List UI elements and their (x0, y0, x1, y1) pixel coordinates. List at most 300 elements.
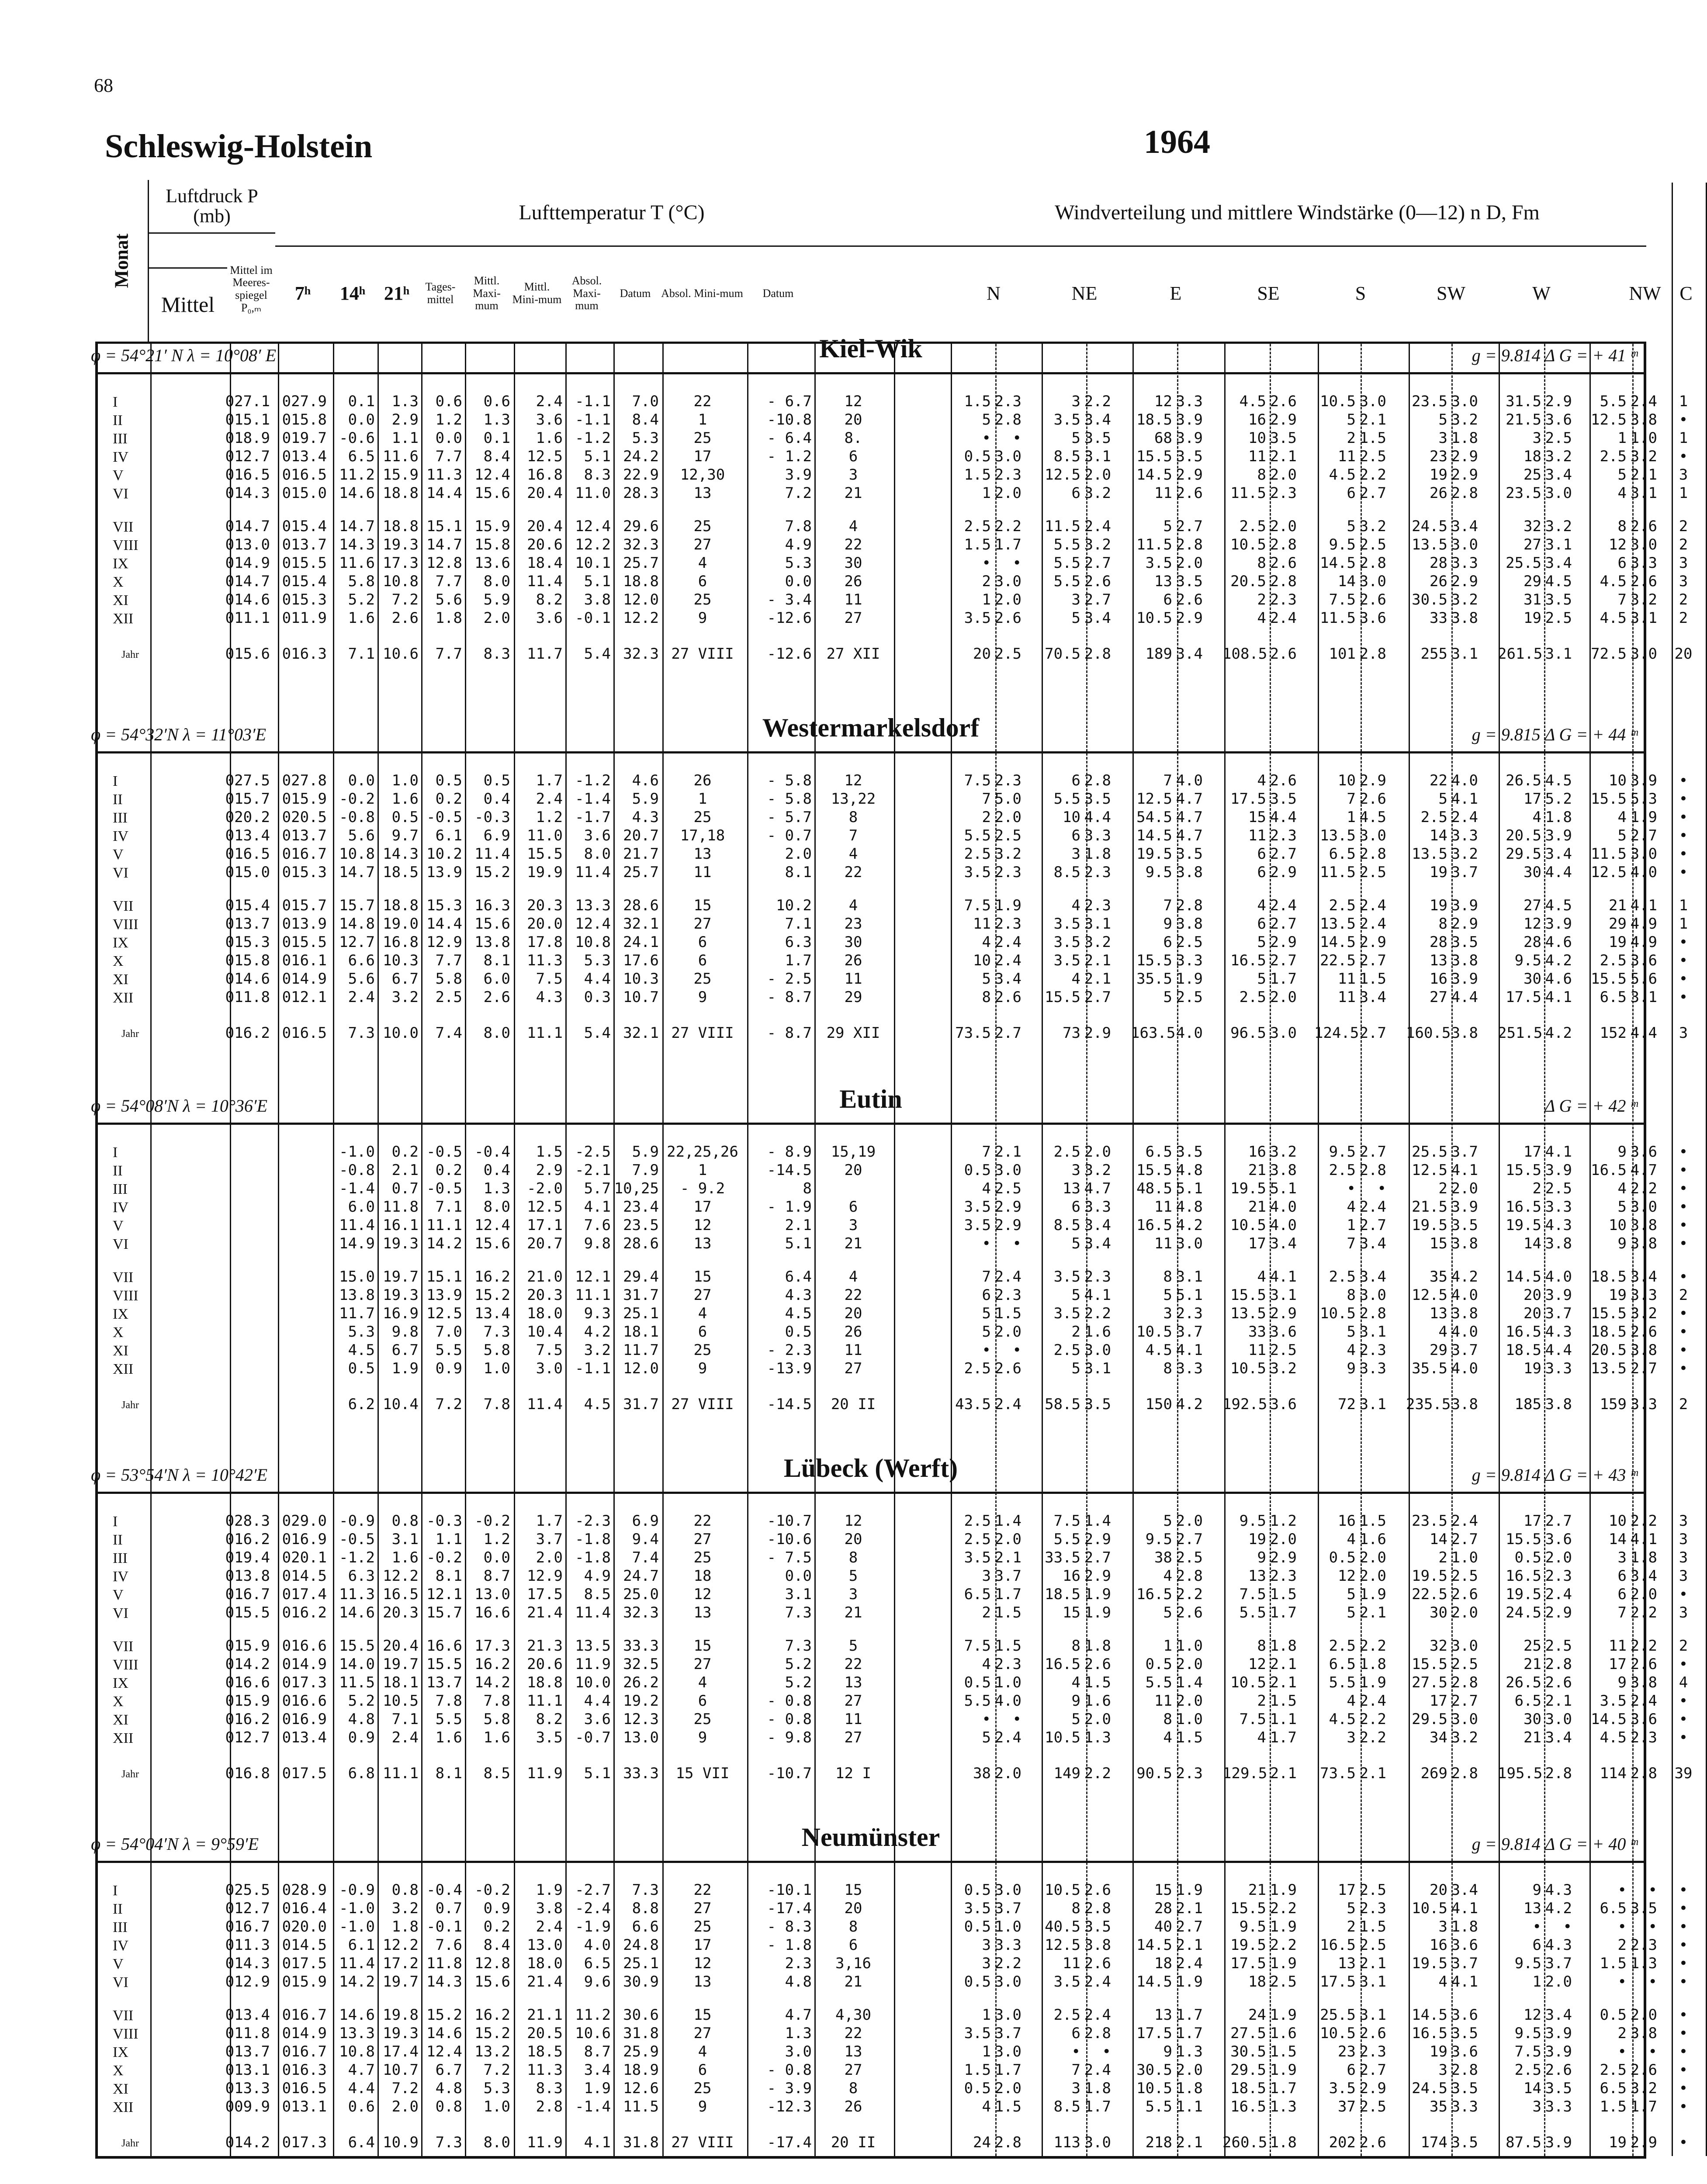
table-cell: 2.6 (391, 609, 419, 627)
table-cell: 7.8 (785, 518, 812, 535)
year-total-cell: 2.7 (994, 1024, 1021, 1042)
year-total-cell: 113 (1053, 2134, 1080, 2151)
table-cell: 0.0 (348, 411, 375, 429)
table-cell: 4.3 (1545, 1881, 1572, 1899)
table-cell: 3.7 (1451, 1341, 1478, 1359)
table-cell: 4.5 (1145, 1341, 1172, 1359)
table-cell: • (1012, 1235, 1021, 1252)
table-cell: 12.4 (474, 466, 510, 484)
table-cell: 4.1 (1176, 1341, 1203, 1359)
table-cell: 5.9 (483, 591, 510, 608)
table-cell: 10 (1063, 809, 1080, 826)
year-total-cell: 20 (1674, 645, 1693, 663)
table-cell: 2.4 (1084, 1973, 1111, 1990)
table-cell: 2.0 (1630, 1586, 1657, 1603)
table-cell: 11 (844, 970, 862, 988)
table-cell: 4.5 (1329, 1711, 1356, 1728)
table-cell: -0.9 (339, 1512, 375, 1530)
table-cell: 20 (844, 1305, 862, 1322)
table-cell: - 8.9 (767, 1143, 812, 1161)
table-cell: 4.4 (1270, 809, 1297, 826)
table-cell: 2.6 (1084, 1955, 1111, 1972)
table-cell: -0.5 (426, 1143, 462, 1161)
table-cell: 10.5 (383, 1692, 419, 1710)
page-year: 1964 (1144, 124, 1210, 160)
table-cell: 0.9 (483, 1900, 510, 1917)
table-cell: 3.4 (1545, 554, 1572, 572)
table-cell: 4.4 (1545, 1341, 1572, 1359)
table-cell: 5.2 (348, 1692, 375, 1710)
year-total-cell: 10.0 (383, 1024, 419, 1042)
table-cell: 32.1 (623, 915, 659, 933)
table-cell: 1.8 (1084, 845, 1111, 863)
table-cell: 2.5 (1053, 1143, 1080, 1161)
table-cell: 1.1 (435, 1531, 462, 1548)
table-cell: • (982, 1341, 991, 1359)
table-cell: 5 (1347, 1323, 1356, 1341)
year-total-cell: 2.8 (994, 2134, 1021, 2151)
table-cell: 24.1 (623, 933, 659, 951)
table-cell: • (1679, 2043, 1688, 2060)
table-cell: 0.7 (435, 1900, 462, 1917)
table-cell: 18.8 (623, 573, 659, 590)
table-cell: 2.1 (391, 1161, 419, 1179)
table-cell: 19 (1609, 933, 1627, 951)
table-cell: - 1.2 (767, 448, 812, 465)
year-total-cell: 2.8 (1630, 1765, 1657, 1782)
table-cell: 21 (844, 1235, 862, 1252)
table-cell: 1.1 (1270, 1711, 1297, 1728)
table-cell: 4 (848, 897, 858, 914)
table-cell: 3.9 (785, 466, 812, 484)
table-cell: 9 (1071, 1692, 1080, 1710)
table-cell: 13 (693, 1235, 712, 1252)
table-cell: 27 (844, 2061, 862, 2079)
table-cell: 015.0 (225, 864, 270, 881)
table-cell: 3.2 (1084, 536, 1111, 553)
table-cell: 3.1 (1630, 609, 1657, 627)
table-cell: 7.0 (435, 1323, 462, 1341)
table-cell: 6 (698, 2061, 707, 2079)
month-label: I (113, 1514, 118, 1530)
table-cell: 2.8 (1270, 573, 1297, 590)
table-cell: 13.3 (575, 897, 611, 914)
table-cell: 10.5 (1320, 2025, 1356, 2042)
table-cell: 15.5 (1591, 970, 1627, 988)
table-cell: 2.5 (1053, 2006, 1080, 2024)
table-cell: • (1617, 1918, 1627, 1935)
table-cell: 9 (1347, 1360, 1356, 1377)
table-cell: 14.3 (383, 845, 419, 863)
table-cell: 8 (1163, 1711, 1172, 1728)
table-cell: 4.8 (1176, 1161, 1203, 1179)
table-cell: 34 (1430, 1729, 1447, 1746)
month-label: IX (113, 556, 128, 572)
table-cell: 2.8 (1545, 1655, 1572, 1673)
table-cell: 4 (1617, 1180, 1627, 1197)
table-cell: 1.0 (1451, 1549, 1478, 1566)
table-cell: 8 (1257, 1637, 1266, 1655)
table-cell: 7.1 (435, 1198, 462, 1216)
table-cell: 3.8 (1630, 1216, 1657, 1234)
table-cell: 13.2 (474, 2043, 510, 2060)
table-cell: • (1648, 1973, 1657, 1990)
table-cell: 4.0 (994, 1692, 1021, 1710)
table-cell: 10.5 (1136, 1323, 1172, 1341)
table-cell: -10.6 (767, 1531, 812, 1548)
table-cell: 2.5 (1514, 2061, 1541, 2079)
table-cell: 11.1 (575, 1286, 611, 1304)
table-cell: 15 (693, 1268, 712, 1286)
year-total-cell: 2.1 (1359, 1765, 1386, 1782)
table-cell: 6.5 (584, 1955, 611, 1972)
table-cell: 3 (1438, 429, 1447, 447)
table-cell: 3.3 (1451, 554, 1478, 572)
month-label: IV (113, 828, 128, 844)
month-label: VIII (113, 537, 138, 553)
table-cell: 016.2 (225, 1711, 270, 1728)
table-cell: 2.7 (1084, 1549, 1111, 1566)
table-cell: 2.4 (391, 1729, 419, 1746)
station-rule (95, 1123, 1646, 1125)
table-cell: • (1071, 2043, 1080, 2060)
table-cell: 2 (1347, 1918, 1356, 1935)
table-cell: 10.8 (575, 933, 611, 951)
header-rule (149, 267, 227, 269)
table-cell: 1.1 (1176, 2098, 1203, 2115)
table-cell: • (982, 554, 991, 572)
table-cell: 4.8 (785, 1973, 812, 1990)
table-cell: 5.5 (1053, 1531, 1080, 1548)
table-cell: • (1679, 1198, 1688, 1216)
table-cell: 3 (1532, 2098, 1541, 2115)
table-cell: 3.1 (1359, 1973, 1386, 1990)
header-wind-dir: N (987, 282, 1001, 304)
table-cell: 0.5 (1329, 1549, 1356, 1566)
table-cell: 2.9 (1545, 1604, 1572, 1621)
table-cell: 1.7 (1270, 1729, 1297, 1746)
table-cell: 0.6 (348, 2098, 375, 2115)
table-cell: 3,16 (835, 1955, 871, 1972)
month-label: VIII (113, 1657, 138, 1673)
table-cell: 014.2 (225, 1655, 270, 1673)
table-cell: 3.7 (994, 1900, 1021, 1917)
table-cell: 016.7 (225, 1586, 270, 1603)
table-cell: 4.5 (348, 1341, 375, 1359)
table-cell: -2.5 (575, 1143, 611, 1161)
table-cell: 5.6 (435, 591, 462, 608)
station-coordinates: φ = 53°54′N λ = 10°42′E (91, 1465, 268, 1485)
table-cell: 16 (1248, 411, 1266, 429)
table-cell: 7.2 (785, 484, 812, 502)
table-cell: 18.0 (527, 1955, 563, 1972)
table-cell: 2.6 (1630, 1323, 1657, 1341)
year-total-cell: 11.7 (527, 645, 563, 663)
table-cell: -0.4 (474, 1143, 510, 1161)
table-cell: 12.4 (474, 1216, 510, 1234)
table-cell: 2.4 (1084, 2006, 1111, 2024)
table-cell: 7.7 (435, 952, 462, 969)
table-cell: 2.0 (1270, 988, 1297, 1006)
table-cell: 14 (1523, 2080, 1541, 2097)
table-cell: 7.0 (632, 393, 659, 410)
table-cell: 4.5 (1545, 897, 1572, 914)
table-cell: - 1.8 (767, 1936, 812, 1954)
table-cell: 11 (844, 591, 862, 608)
table-cell: 6 (1071, 827, 1080, 844)
header-wind-dir: W (1532, 282, 1551, 304)
table-cell: 5.1 (584, 448, 611, 465)
month-label: III (113, 1919, 128, 1935)
year-total-cell: 108.5 (1222, 645, 1267, 663)
table-cell: 2 (1679, 609, 1688, 627)
table-cell: 1.5 (1359, 429, 1386, 447)
table-cell: 2.1 (1359, 411, 1386, 429)
table-cell: 7.8 (435, 1692, 462, 1710)
table-cell: 11 (1154, 484, 1172, 502)
table-cell: 6 (982, 1286, 991, 1304)
header-wind-dir: C (1679, 282, 1693, 304)
table-cell: 3.8 (1630, 2025, 1657, 2042)
table-cell: - 5.8 (767, 790, 812, 808)
table-cell: 3.6 (1630, 952, 1657, 969)
table-cell: 9 (1163, 2043, 1172, 2060)
table-cell: 10 (1609, 1216, 1627, 1234)
table-cell: -10.7 (767, 1512, 812, 1530)
table-cell: 2.5 (1359, 448, 1386, 465)
table-cell: 35.5 (1412, 1360, 1447, 1377)
header-rule (275, 245, 948, 247)
table-cell: 18.5 (527, 2043, 563, 2060)
table-cell: 12.4 (426, 2043, 462, 2060)
table-cell: 017.4 (282, 1586, 327, 1603)
table-cell: 027.8 (282, 772, 327, 789)
table-cell: • (1532, 1918, 1541, 1935)
table-cell: 1.7 (1176, 2006, 1203, 2024)
table-cell: - 6.7 (767, 393, 812, 410)
table-cell: 5.5 (1600, 393, 1627, 410)
year-total-cell: 1.8 (1270, 2134, 1297, 2151)
year-total-cell: 152 (1600, 1024, 1627, 1042)
table-cell: 4.5 (1600, 573, 1627, 590)
year-total-cell: 72.5 (1591, 645, 1627, 663)
table-cell: 30 (1523, 970, 1541, 988)
table-cell: 5.8 (483, 1341, 510, 1359)
table-cell: 6 (1617, 554, 1627, 572)
table-cell: 1.5 (994, 1637, 1021, 1655)
table-cell: 27 (1430, 988, 1447, 1006)
table-cell: 20.4 (527, 518, 563, 535)
table-cell: -0.2 (426, 1549, 462, 1566)
table-cell: 3.4 (1084, 1216, 1111, 1234)
table-cell: 4 (1257, 897, 1266, 914)
table-cell: 2.5 (1239, 518, 1266, 535)
table-cell: 3 (1347, 1729, 1356, 1746)
table-cell: 1.5 (1270, 1692, 1297, 1710)
table-cell: 4 (1438, 1973, 1447, 1990)
table-cell: 2.6 (1630, 1655, 1657, 1673)
table-cell: 4.3 (1545, 1936, 1572, 1954)
table-cell: - 7.5 (767, 1549, 812, 1566)
table-cell: 4 (1257, 1729, 1266, 1746)
table-cell: 13.5 (1412, 536, 1447, 553)
table-cell: 4.5 (1359, 809, 1386, 826)
table-cell: 1 (1347, 809, 1356, 826)
table-cell: 25 (693, 1341, 712, 1359)
table-cell: 30 (844, 554, 862, 572)
table-cell: 6 (1071, 1198, 1080, 1216)
table-cell: 13,22 (831, 790, 876, 808)
table-cell: 11.4 (339, 1216, 375, 1234)
table-cell: 029.0 (282, 1512, 327, 1530)
table-cell: -14.5 (767, 1161, 812, 1179)
table-cell: 3.3 (1545, 1360, 1572, 1377)
year-total-cell: 163.5 (1131, 1024, 1176, 1042)
year-total-cell: 3 (1679, 1024, 1688, 1042)
year-total-cell: 260.5 (1222, 2134, 1267, 2151)
table-cell: 2.9 (1359, 933, 1386, 951)
table-cell: 10.2 (776, 897, 812, 914)
table-cell: 1.8 (1176, 2080, 1203, 2097)
year-total-cell: -17.4 (767, 2134, 812, 2151)
table-cell: 10.8 (339, 2043, 375, 2060)
table-cell: 11 (1338, 970, 1356, 988)
table-cell: 2.4 (1630, 393, 1657, 410)
table-cell: 19.5 (1506, 1216, 1541, 1234)
table-cell: 6 (1532, 1936, 1541, 1954)
table-cell: 33.3 (623, 1637, 659, 1655)
table-cell: 30 (1430, 1604, 1447, 1621)
table-cell: 0.9 (348, 1729, 375, 1746)
station-gravity: g = 9.814 Δ G = + 41 ᵐ (1472, 346, 1638, 365)
table-cell: 3.2 (1545, 518, 1572, 535)
table-cell: 14 (1338, 573, 1356, 590)
table-cell: 2.0 (1630, 2006, 1657, 2024)
table-cell: 015.9 (282, 1973, 327, 1990)
table-cell: 2.5 (1270, 1341, 1297, 1359)
table-cell: 2.5 (1451, 1655, 1478, 1673)
table-cell: 29 (844, 988, 862, 1006)
table-cell: 4 (1163, 1567, 1172, 1585)
table-cell: 12 (844, 772, 862, 789)
table-cell: 13.5 (575, 1637, 611, 1655)
table-cell: 3.1 (1630, 484, 1657, 502)
table-cell: 3.9 (1451, 1198, 1478, 1216)
table-cell: 7.1 (391, 1711, 419, 1728)
table-cell: 2 (1257, 591, 1266, 608)
table-cell: 3.1 (1359, 1323, 1386, 1341)
table-cell: 3.3 (1451, 2098, 1478, 2115)
month-label: X (113, 1693, 124, 1710)
table-cell: 4 (1257, 609, 1266, 627)
table-cell: 3.5 (1176, 845, 1203, 863)
month-label: XI (113, 1343, 128, 1359)
table-cell: - 2.3 (767, 1341, 812, 1359)
table-cell: 5.1 (1176, 1180, 1203, 1197)
table-cell: 10.5 (1136, 609, 1172, 627)
table-cell: 3.3 (1176, 1360, 1203, 1377)
table-cell: 22 (693, 1881, 712, 1899)
table-cell: 9.7 (391, 827, 419, 844)
table-cell: 7 (848, 827, 858, 844)
table-cell: 17 (693, 1198, 712, 1216)
table-cell: 3.5 (1270, 790, 1297, 808)
table-cell: 016.7 (225, 1918, 270, 1935)
table-cell: 5.9 (632, 1143, 659, 1161)
table-cell: 2.0 (1451, 1180, 1478, 1197)
table-cell: 20.7 (527, 1235, 563, 1252)
table-cell: 3.5 (964, 609, 991, 627)
table-cell: - 0.8 (767, 1692, 812, 1710)
table-cell: 3.6 (1359, 609, 1386, 627)
table-cell: 3.5 (1053, 952, 1080, 969)
table-cell: 15.9 (383, 466, 419, 484)
table-cell: 8 (848, 809, 858, 826)
table-cell: 1.3 (785, 2025, 812, 2042)
table-cell: 1.9 (1270, 2061, 1297, 2079)
table-cell: • (1347, 1180, 1356, 1197)
table-cell: 6.5 (1600, 988, 1627, 1006)
table-cell: 21.3 (527, 1637, 563, 1655)
year-total-cell: 2.8 (1084, 645, 1111, 663)
table-cell: 2.8 (1451, 2061, 1478, 2079)
table-cell: 015.5 (282, 554, 327, 572)
year-total-cell: 4.4 (1630, 1024, 1657, 1042)
table-cell: 3.6 (1545, 411, 1572, 429)
table-cell: • (1679, 1936, 1688, 1954)
table-cell: 12.5 (527, 1198, 563, 1216)
table-cell: 013.1 (225, 2061, 270, 2079)
table-cell: 8 (848, 2080, 858, 2097)
table-cell: 2.9 (1176, 609, 1203, 627)
table-cell: 5 (848, 1567, 858, 1585)
table-cell: 2.3 (1359, 1341, 1386, 1359)
table-cell: 3 (1163, 1305, 1172, 1322)
table-cell: 19 (1430, 466, 1447, 484)
table-cell: 12.2 (383, 1936, 419, 1954)
table-cell: 1 (1679, 484, 1688, 502)
table-cell: 1.5 (994, 1305, 1021, 1322)
table-cell: 3.0 (1451, 536, 1478, 553)
table-cell: 20.3 (527, 1286, 563, 1304)
table-cell: 1.5 (1600, 2098, 1627, 2115)
table-cell: 10.5 (1230, 1674, 1266, 1691)
table-cell: 13 (1338, 1955, 1356, 1972)
table-cell: 12 (1338, 1567, 1356, 1585)
table-cell: 24 (1248, 2006, 1266, 2024)
header-monat: Monat (95, 180, 149, 342)
table-cell: 2 (1617, 2025, 1627, 2042)
table-cell: 028.3 (225, 1512, 270, 1530)
table-cell: 2.4 (1451, 809, 1478, 826)
table-cell: 11.5 (1320, 609, 1356, 627)
table-cell: 6.5 (1600, 2080, 1627, 2097)
table-cell: 14 (1430, 1531, 1447, 1548)
table-cell: 3.8 (1630, 411, 1657, 429)
table-cell: 1 (1532, 1973, 1541, 1990)
table-cell: • (1679, 1143, 1688, 1161)
table-cell: 2.5 (1359, 1881, 1386, 1899)
table-cell: 15 (1154, 1881, 1172, 1899)
month-label: VIII (113, 916, 138, 933)
table-cell: 2.1 (1359, 1955, 1386, 1972)
year-total-cell: 73.5 (955, 1024, 991, 1042)
table-cell: 19.9 (527, 864, 563, 881)
table-cell: 4.4 (1084, 809, 1111, 826)
table-cell: 5.7 (584, 1180, 611, 1197)
header-temp-sub: Mittl. Mini-mum (512, 280, 562, 306)
year-total-cell: 87.5 (1506, 2134, 1541, 2151)
